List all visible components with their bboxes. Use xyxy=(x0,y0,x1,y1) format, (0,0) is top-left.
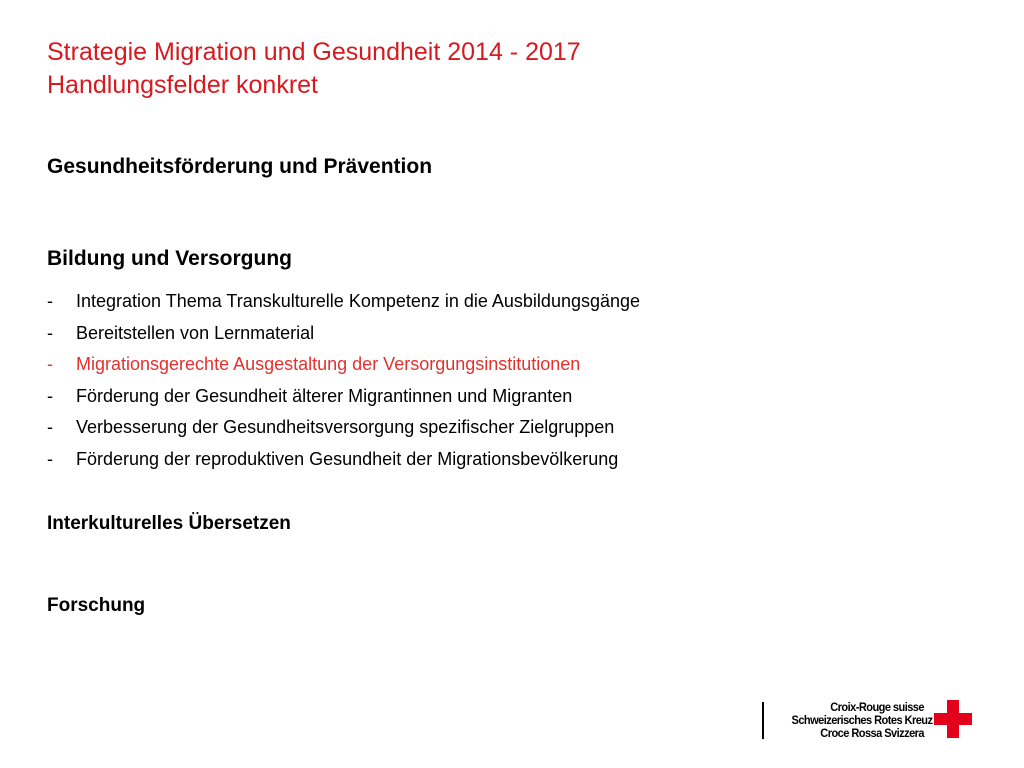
swiss-red-cross-icon xyxy=(934,700,972,738)
red-cross-shape xyxy=(934,700,972,738)
organization-name-de: Schweizerisches Rotes Kreuz xyxy=(791,713,933,727)
bullet-text: Förderung der reproduktiven Gesundheit der Migrationsbevölkerung xyxy=(76,448,619,469)
section-heading-forschung: Forschung xyxy=(47,595,146,616)
bullet-item-highlighted xyxy=(47,349,640,381)
section-heading-uebersetzen: Interkulturelles Übersetzen xyxy=(47,513,291,534)
bullet-text: Förderung der Gesundheit älterer Migrantinnen und Migranten xyxy=(76,385,573,406)
slide-title xyxy=(47,36,581,102)
bullet-item xyxy=(47,318,640,350)
slide-title-line-1: Strategie Migration und Gesundheit 2014 - 2017 xyxy=(47,38,581,66)
slide-title-line-2: Handlungsfelder konkret xyxy=(47,71,318,99)
organization-name xyxy=(791,700,933,740)
bullet-dash: - xyxy=(47,417,53,437)
bullet-item xyxy=(47,412,640,444)
bullet-list xyxy=(47,286,640,475)
bullet-text: Bereitstellen von Lernmaterial xyxy=(76,322,315,343)
bullet-dash: - xyxy=(47,291,53,311)
organization-name-it: Croce Rossa Svizzera xyxy=(820,726,924,740)
section-heading-bildung: Bildung und Versorgung xyxy=(47,247,292,270)
bullet-dash: - xyxy=(47,385,53,406)
logo-divider xyxy=(762,702,764,739)
bullet-text: Verbesserung der Gesundheitsversorgung spezifischer Zielgruppen xyxy=(76,417,615,437)
bullet-item xyxy=(47,444,640,476)
section-heading-praevention: Gesundheitsförderung und Prävention xyxy=(47,155,433,178)
bullet-text: Integration Thema Transkulturelle Kompetenz in die Ausbildungsgänge xyxy=(76,291,641,311)
bullet-text: Migrationsgerechte Ausgestaltung der Versorgungsinstitutionen xyxy=(76,354,581,374)
bullet-dash: - xyxy=(47,448,53,469)
bullet-item xyxy=(47,286,640,318)
bullet-item xyxy=(47,381,640,413)
bullet-dash: - xyxy=(47,354,53,374)
bullet-dash: - xyxy=(47,322,53,343)
organization-name-fr: Croix-Rouge suisse xyxy=(830,700,924,714)
